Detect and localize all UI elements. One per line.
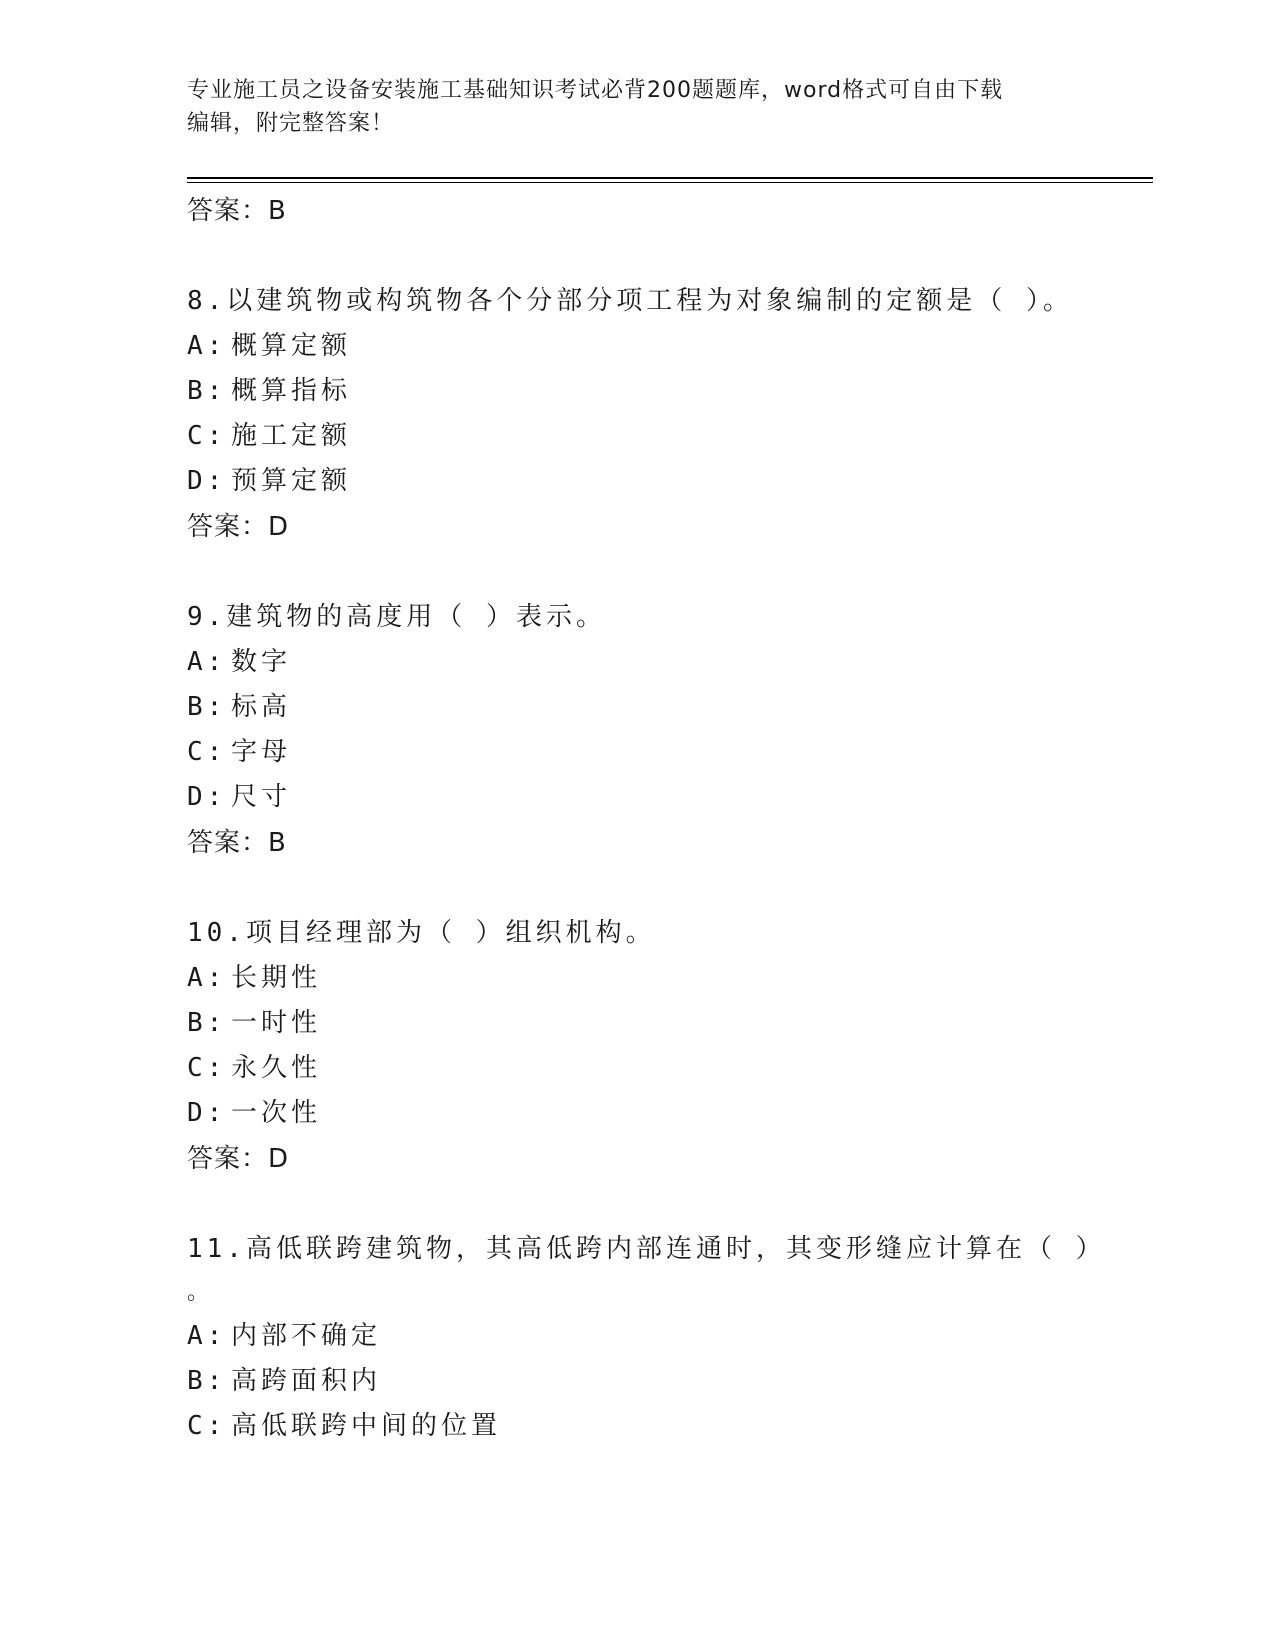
question-9 — [187, 594, 1067, 866]
document-header — [187, 74, 1067, 140]
option-text: 一时性 — [231, 1008, 322, 1038]
option-text: 预算定额 — [231, 466, 352, 496]
option-letter: A: — [187, 1321, 227, 1351]
option-letter: B: — [187, 1008, 227, 1038]
header-line-2: 编辑，附完整答案！ — [187, 111, 395, 136]
option-a — [187, 956, 1067, 1001]
question-stem: 9.建筑物的高度用（ ）表示。 — [187, 602, 606, 632]
option-d — [187, 775, 1067, 820]
question-stem: 10.项目经理部为（ ）组织机构。 — [187, 918, 656, 948]
answer-line: 答案：D — [187, 1144, 290, 1174]
question-stem: 8.以建筑物或构筑物各个分部分项工程为对象编制的定额是（ ）。 — [187, 286, 1073, 316]
option-c — [187, 730, 1067, 775]
option-text: 尺寸 — [231, 782, 292, 812]
option-letter: B: — [187, 1366, 227, 1396]
option-letter: C: — [187, 737, 227, 767]
question-list — [187, 188, 1106, 1449]
option-text: 概算指标 — [231, 376, 352, 406]
option-letter: A: — [187, 647, 227, 677]
option-b — [187, 1359, 1067, 1404]
option-text: 内部不确定 — [231, 1321, 382, 1351]
option-d — [187, 1091, 1067, 1136]
option-text: 字母 — [231, 737, 292, 767]
option-text: 高低联跨中间的位置 — [231, 1411, 502, 1441]
option-letter: C: — [187, 1053, 227, 1083]
question-stem-continuation: 。 — [187, 1280, 214, 1305]
option-letter: A: — [187, 331, 227, 361]
option-letter: A: — [187, 963, 227, 993]
answer-prev-question: 答案：B — [187, 196, 287, 226]
option-letter: B: — [187, 692, 227, 722]
option-b — [187, 685, 1067, 730]
option-letter: D: — [187, 466, 227, 496]
option-letter: D: — [187, 782, 227, 812]
option-text: 永久性 — [231, 1053, 322, 1083]
option-a — [187, 1314, 1067, 1359]
answer-line: 答案：D — [187, 512, 290, 542]
option-b — [187, 369, 1067, 414]
question-8 — [187, 278, 1073, 550]
header-rule-thin — [187, 182, 1153, 183]
option-a — [187, 324, 1067, 369]
answer-line: 答案：B — [187, 828, 287, 858]
option-text: 标高 — [231, 692, 292, 722]
question-11 — [187, 1226, 1106, 1449]
option-text: 一次性 — [231, 1098, 322, 1128]
header-line-1: 专业施工员之设备安装施工基础知识考试必背200题题库，word格式可自由下载 — [187, 78, 1004, 103]
option-c — [187, 1404, 1067, 1449]
option-a — [187, 640, 1067, 685]
question-10 — [187, 910, 1067, 1182]
option-d — [187, 459, 1067, 504]
option-c — [187, 414, 1067, 459]
spacer — [187, 234, 1067, 278]
spacer — [187, 866, 1067, 910]
option-text: 概算定额 — [231, 331, 352, 361]
spacer — [187, 550, 1067, 594]
option-letter: C: — [187, 1411, 227, 1441]
option-letter: B: — [187, 376, 227, 406]
option-text: 高跨面积内 — [231, 1366, 382, 1396]
option-b — [187, 1001, 1067, 1046]
option-text: 长期性 — [231, 963, 322, 993]
option-text: 数字 — [231, 647, 292, 677]
option-text: 施工定额 — [231, 421, 352, 451]
question-stem: 11.高低联跨建筑物，其高低跨内部连通时，其变形缝应计算在（ ） — [187, 1234, 1106, 1264]
option-c — [187, 1046, 1067, 1091]
option-letter: D: — [187, 1098, 227, 1128]
option-letter: C: — [187, 421, 227, 451]
spacer — [187, 1182, 1067, 1226]
header-rule-thick — [187, 177, 1153, 179]
